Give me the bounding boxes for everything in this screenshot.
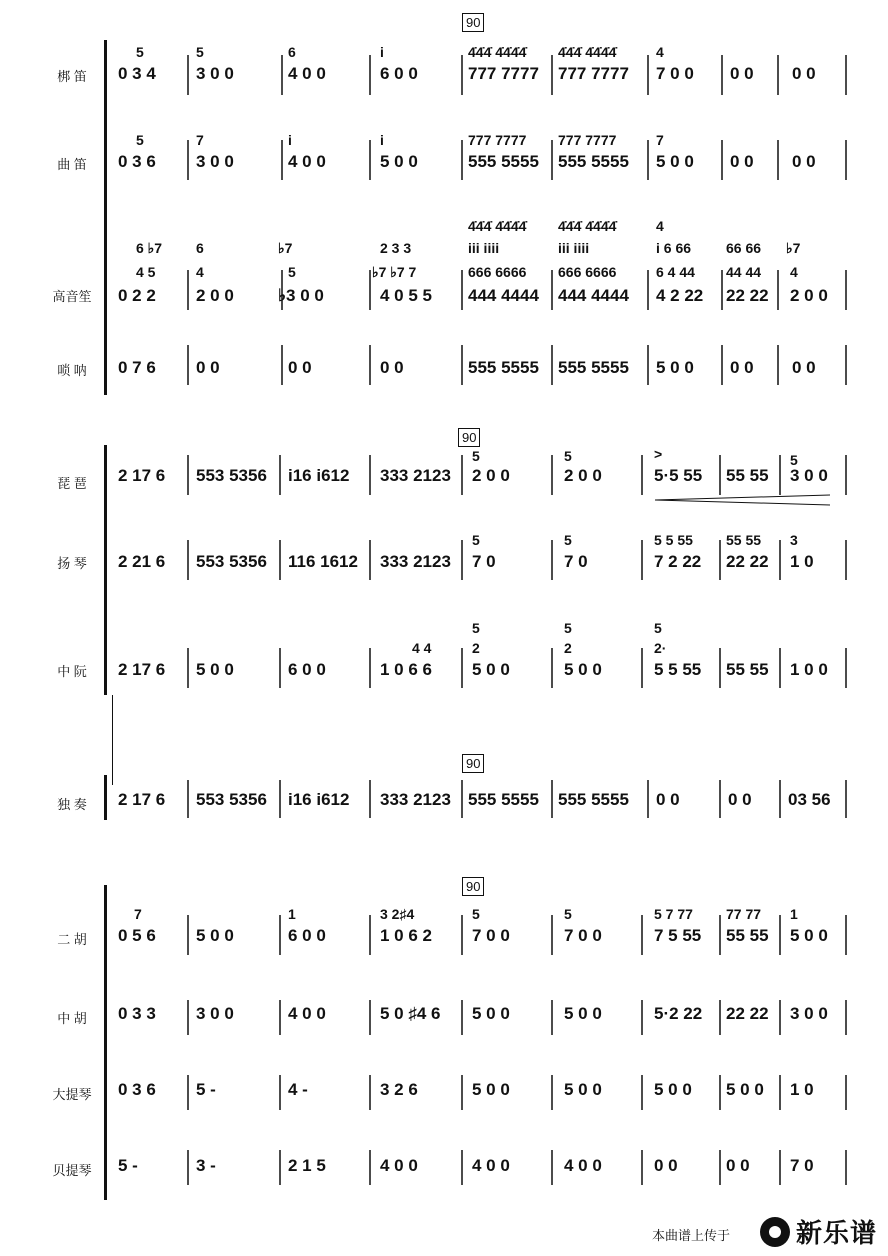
measure: 5 - xyxy=(196,1080,216,1099)
measure: 4 0 0 xyxy=(288,64,326,83)
note-upper: 7 xyxy=(656,132,664,148)
note-upper: 2 3 3 xyxy=(380,240,412,256)
note-mid: 44 44 xyxy=(726,264,762,280)
measure: 1 0 6 2 xyxy=(380,926,432,945)
instrument-label-qudi: 曲 笛 xyxy=(57,157,87,172)
hairpin-mark xyxy=(655,495,830,505)
measure: 55 55 xyxy=(726,466,769,485)
measure: 555 5555 xyxy=(468,358,539,377)
note-upper: 4 xyxy=(656,218,664,234)
note-mid: 6 4 44 xyxy=(656,264,695,280)
note-mid: 4 5 xyxy=(136,264,156,280)
measure: 4 0 0 xyxy=(472,1156,510,1175)
measure: 2 0 0 xyxy=(790,286,828,305)
note-upper: 4̇4̇4̇ 4̇4̇4̇4̇ xyxy=(468,218,527,234)
measure: 5 0 0 xyxy=(654,1080,692,1099)
note-upper: 5 xyxy=(136,44,144,60)
measure: 777 7777 xyxy=(468,64,539,83)
note-upper: 5 xyxy=(472,448,480,464)
note-mid: ♭7 ♭7 7 xyxy=(372,264,417,280)
measure: 553 5356 xyxy=(196,466,267,485)
note-upper: i xyxy=(380,44,384,60)
measure: 116 1612 xyxy=(288,552,358,571)
note-upper: 77 77 xyxy=(726,906,762,922)
rehearsal-mark: 90 xyxy=(462,13,484,32)
measure: 1 0 xyxy=(790,1080,814,1099)
measure: 2 0 0 xyxy=(196,286,234,305)
measure: 5 0 0 xyxy=(656,152,694,171)
note-upper: i xyxy=(288,132,292,148)
note-upper: 6 xyxy=(288,44,296,60)
measure: 7 0 xyxy=(790,1156,814,1175)
measure: 5·2 22 xyxy=(654,1004,703,1023)
measure: 4 2 22 xyxy=(656,286,704,305)
measure: 2 0 0 xyxy=(564,466,602,485)
note-top: 5 xyxy=(564,620,572,636)
measure: 5 0 0 xyxy=(472,1080,510,1099)
note-mid: 666 6666 xyxy=(558,264,617,280)
measure: 5 0 0 xyxy=(726,1080,764,1099)
measure: 3 0 0 xyxy=(790,466,828,485)
measure: 3 - xyxy=(196,1156,216,1175)
note-upper: 2· xyxy=(654,640,667,656)
measure: 3 2 6 xyxy=(380,1080,418,1099)
measure: 5 0 0 xyxy=(472,660,510,679)
note-upper: 5 xyxy=(472,906,480,922)
note-upper: 5 xyxy=(196,44,204,60)
instrument-label-suona: 唢 呐 xyxy=(57,363,87,378)
instrument-label-yangqin: 扬 琴 xyxy=(57,556,87,571)
measure: 7 0 xyxy=(472,552,496,571)
measure: 22 22 xyxy=(726,552,769,571)
measure: 333 2123 xyxy=(380,552,451,571)
measure: 5 0 0 xyxy=(564,1004,602,1023)
measure: 3 0 0 xyxy=(790,1004,828,1023)
measure: 0 0 xyxy=(196,358,220,377)
note-upper: 3 xyxy=(790,532,798,548)
note-upper: 4 xyxy=(656,44,664,60)
measure: 5 0 0 xyxy=(472,1004,510,1023)
measure: 0 0 xyxy=(656,790,680,809)
measure: 5 0 0 xyxy=(564,1080,602,1099)
note-upper: 777 7777 xyxy=(468,132,527,148)
measure: 0 3 6 xyxy=(118,1080,156,1099)
instrument-label-zhonghu: 中 胡 xyxy=(57,1011,87,1026)
measure: 333 2123 xyxy=(380,790,451,809)
measure: 4 0 0 xyxy=(380,1156,418,1175)
note-mid: 4 xyxy=(790,264,798,280)
note-upper: iii iiii xyxy=(468,240,500,256)
measure: 444 4444 xyxy=(558,286,629,305)
measure: 555 5555 xyxy=(558,358,629,377)
instrument-label-zhongruan: 中 阮 xyxy=(57,664,87,679)
measure: 5 5 55 xyxy=(654,660,702,679)
system4-barlines xyxy=(188,915,846,1185)
note-upper: 777 7777 xyxy=(558,132,617,148)
measure: 7 0 0 xyxy=(472,926,510,945)
note-upper: 1 xyxy=(288,906,296,922)
measure: 0 0 xyxy=(728,790,752,809)
measure: 555 5555 xyxy=(468,790,539,809)
measure: 5 0 0 xyxy=(790,926,828,945)
note-upper: 7 xyxy=(196,132,204,148)
note-upper: 5 xyxy=(790,452,798,468)
measure: 3 0 0 xyxy=(196,1004,234,1023)
measure: 1 0 xyxy=(790,552,814,571)
measure: 4 0 0 xyxy=(288,152,326,171)
measure: 2 17 6 xyxy=(118,660,166,679)
measure: 553 5356 xyxy=(196,790,267,809)
instrument-label-erhu: 二 胡 xyxy=(57,932,87,947)
note-upper: 5 xyxy=(564,448,572,464)
measure: 4 0 5 5 xyxy=(380,286,432,305)
note-upper: ♭7 xyxy=(786,240,801,256)
measure: ♭3 0 0 xyxy=(278,286,324,305)
measure: 444 4444 xyxy=(468,286,539,305)
measure: 7 0 0 xyxy=(656,64,694,83)
measure: 22 22 xyxy=(726,1004,769,1023)
measure: 555 5555 xyxy=(558,152,629,171)
note-upper: 4 4 xyxy=(412,640,432,656)
measure: 55 55 xyxy=(726,660,769,679)
site-logo[interactable] xyxy=(760,1213,877,1250)
accent-mark: > xyxy=(654,446,663,462)
note-mid: 5 xyxy=(288,264,296,280)
instrument-label-solo: 独 奏 xyxy=(57,797,87,812)
measure: 2 0 0 xyxy=(472,466,510,485)
measure: 7 0 xyxy=(564,552,588,571)
measure: 6 0 0 xyxy=(288,926,326,945)
note-upper: 5 7 77 xyxy=(654,906,693,922)
measure: 1 0 6 6 xyxy=(380,660,432,679)
measure: i16 i612 xyxy=(288,790,350,809)
measure: 22 22 xyxy=(726,286,769,305)
measure: 0 5 6 xyxy=(118,926,156,945)
measure: 6 0 0 xyxy=(380,64,418,83)
measure: 0 0 xyxy=(288,358,312,377)
note-upper: 4̇4̇4̇ 4̇4̇4̇4̇ xyxy=(558,218,617,234)
measure: 6 0 0 xyxy=(288,660,326,679)
measure: 2 1 5 xyxy=(288,1156,326,1175)
note-top: 5 xyxy=(472,620,480,636)
instrument-label-beitiqin: 贝提琴 xyxy=(52,1163,92,1178)
note-top: 5 xyxy=(654,620,662,636)
measure: 2 21 6 xyxy=(118,552,166,571)
note-upper: 4̇4̇4̇ 4̇4̇4̇4̇ xyxy=(468,44,527,60)
note-upper: 1 xyxy=(790,906,798,922)
rehearsal-mark: 90 xyxy=(462,877,484,896)
note-upper: 4̇4̇4̇ 4̇4̇4̇4̇ xyxy=(558,44,617,60)
note-upper: 2 xyxy=(472,640,480,656)
rehearsal-mark: 90 xyxy=(462,754,484,773)
note-upper: 5 xyxy=(136,132,144,148)
measure: 1 0 0 xyxy=(790,660,828,679)
measure: 5 0 0 xyxy=(196,660,234,679)
measure: 0 0 xyxy=(792,358,816,377)
measure: 5 0 0 xyxy=(196,926,234,945)
note-upper: i xyxy=(380,132,384,148)
measure: 7 0 0 xyxy=(564,926,602,945)
measure: 03 56 xyxy=(788,790,831,809)
note-upper: 2 xyxy=(564,640,572,656)
instrument-label-gaoyinsheng: 高音笙 xyxy=(52,289,92,304)
measure: 0 0 xyxy=(726,1156,750,1175)
measure: 5 0 0 xyxy=(564,660,602,679)
measure: 333 2123 xyxy=(380,466,451,485)
note-upper: iii iiii xyxy=(558,240,590,256)
measure: 555 5555 xyxy=(558,790,629,809)
note-upper: 7 xyxy=(134,906,142,922)
rehearsal-mark: 90 xyxy=(458,428,480,447)
instrument-label-pipa: 琵 琶 xyxy=(57,476,87,491)
measure: 0 7 6 xyxy=(118,358,156,377)
measure: 2 17 6 xyxy=(118,466,166,485)
logo-text: 新乐谱 xyxy=(796,1218,878,1248)
note-upper: ♭7 xyxy=(278,240,293,256)
instrument-label-datiqin: 大提琴 xyxy=(52,1087,92,1102)
note-upper: i 6 66 xyxy=(656,240,692,256)
measure: 553 5356 xyxy=(196,552,267,571)
measure: i16 i612 xyxy=(288,466,350,485)
measure: 3 0 0 xyxy=(196,64,234,83)
measure: 5 - xyxy=(118,1156,138,1175)
measure: 777 7777 xyxy=(558,64,629,83)
measure: 5 0 ♯4 6 xyxy=(380,1004,441,1023)
measure: 55 55 xyxy=(726,926,769,945)
note-upper: 5 xyxy=(472,532,480,548)
measure: 4 - xyxy=(288,1080,308,1099)
measure: 555 5555 xyxy=(468,152,539,171)
record-icon xyxy=(760,1217,790,1247)
note-upper: 5 xyxy=(564,906,572,922)
measure: 4 0 0 xyxy=(288,1004,326,1023)
measure: 5 0 0 xyxy=(656,358,694,377)
measure: 5 0 0 xyxy=(380,152,418,171)
note-mid: 666 6666 xyxy=(468,264,527,280)
measure: 0 0 xyxy=(730,152,754,171)
measure: 0 0 xyxy=(730,64,754,83)
measure: 0 3 4 xyxy=(118,64,156,83)
note-upper: 6 xyxy=(196,240,204,256)
measure: 3 0 0 xyxy=(196,152,234,171)
note-upper: 3 2♯4 xyxy=(380,906,415,922)
note-upper: 6 ♭7 xyxy=(136,240,163,256)
note-upper: 5 xyxy=(564,532,572,548)
measure: 0 3 6 xyxy=(118,152,156,171)
instrument-label-bangdi: 梆 笛 xyxy=(57,69,87,84)
measure: 0 0 xyxy=(654,1156,678,1175)
note-upper: 66 66 xyxy=(726,240,762,256)
measure: 7 2 22 xyxy=(654,552,702,571)
measure: 4 0 0 xyxy=(564,1156,602,1175)
measure: 7 5 55 xyxy=(654,926,702,945)
measure: 2 17 6 xyxy=(118,790,166,809)
note-upper: 5 5 55 xyxy=(654,532,693,548)
note-mid: 4 xyxy=(196,264,204,280)
measure: 0 0 xyxy=(730,358,754,377)
measure: 0 3 3 xyxy=(118,1004,156,1023)
measure: 0 0 xyxy=(792,64,816,83)
measure: 5·5 55 xyxy=(654,466,703,485)
upload-source-text: 本曲谱上传于 xyxy=(652,1228,731,1243)
measure: 0 0 xyxy=(380,358,404,377)
measure: 0 2 2 xyxy=(118,286,156,305)
measure: 0 0 xyxy=(792,152,816,171)
note-upper: 55 55 xyxy=(726,532,762,548)
